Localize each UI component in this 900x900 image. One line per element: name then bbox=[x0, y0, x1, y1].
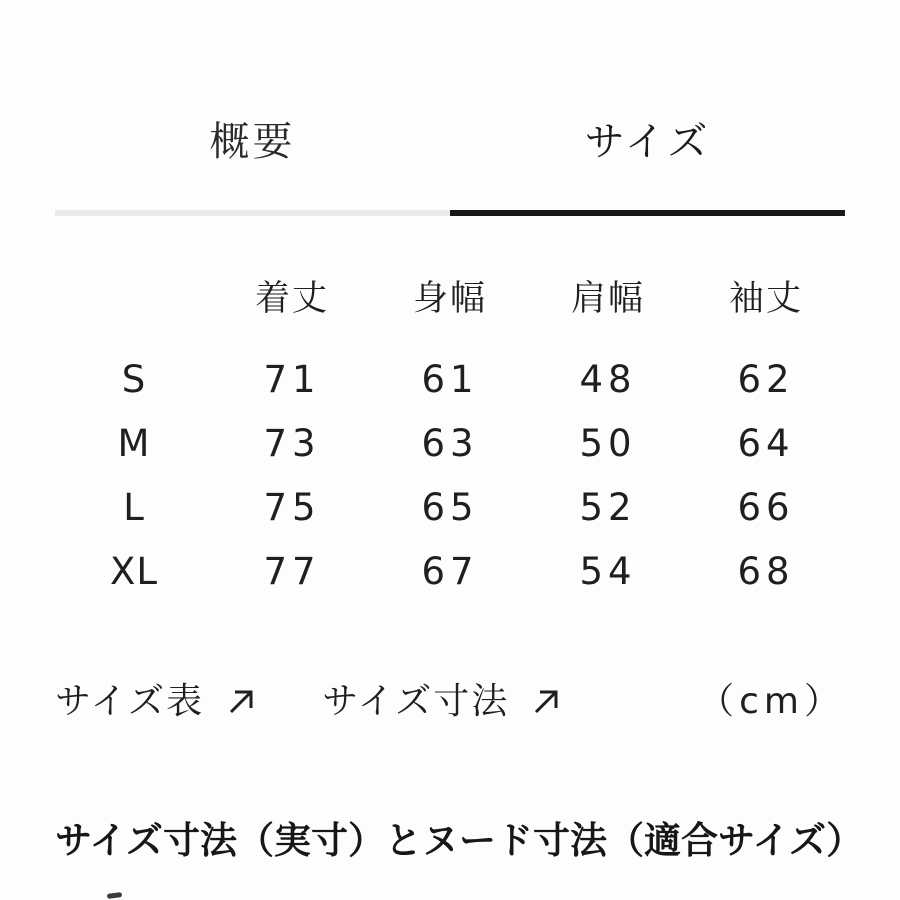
size-cell: 54 bbox=[579, 550, 637, 593]
size-table-header-body-length: 着丈 bbox=[254, 279, 329, 319]
size-cell: 66 bbox=[737, 486, 795, 529]
size-cell: 61 bbox=[421, 358, 479, 401]
size-measurement-link-label: サイズ寸法 bbox=[322, 681, 510, 722]
section-heading: サイズ寸法（実寸）とヌード寸法（適合サイズ） bbox=[55, 819, 864, 862]
size-chart-link[interactable] bbox=[55, 680, 258, 724]
size-table-corner bbox=[55, 216, 213, 348]
arrow-up-right-icon bbox=[529, 685, 563, 719]
size-cell: 73 bbox=[263, 422, 321, 465]
size-cell: 64 bbox=[737, 422, 795, 465]
size-table-header-shoulder-width: 肩幅 bbox=[570, 279, 645, 319]
tab-overview[interactable] bbox=[55, 120, 450, 216]
size-cell: 68 bbox=[737, 550, 795, 593]
size-row-label: L bbox=[123, 486, 145, 529]
size-cell: 67 bbox=[421, 550, 479, 593]
size-cell: 50 bbox=[579, 422, 637, 465]
tab-size[interactable] bbox=[450, 120, 845, 216]
size-cell: 77 bbox=[263, 550, 321, 593]
size-table-header-body-width: 身幅 bbox=[412, 279, 487, 319]
size-measurement-link[interactable] bbox=[322, 680, 563, 724]
size-cell: 63 bbox=[421, 422, 479, 465]
size-cell: 62 bbox=[737, 358, 795, 401]
size-row-label: XL bbox=[110, 550, 158, 593]
tab-overview-label: 概要 bbox=[209, 119, 296, 165]
size-links-row bbox=[55, 680, 845, 724]
arrow-up-right-icon bbox=[224, 685, 258, 719]
size-row-label: S bbox=[121, 358, 147, 401]
size-cell: 48 bbox=[579, 358, 637, 401]
size-cell: 75 bbox=[263, 486, 321, 529]
size-cell: 65 bbox=[421, 486, 479, 529]
cutoff-next-line-fragment bbox=[107, 892, 122, 899]
tab-size-label: サイズ bbox=[584, 119, 711, 165]
size-chart-link-label: サイズ表 bbox=[55, 681, 205, 722]
size-table-header-sleeve-length: 袖丈 bbox=[728, 279, 803, 319]
size-row-label: M bbox=[117, 422, 151, 465]
tab-bar bbox=[55, 120, 845, 216]
size-cell: 52 bbox=[579, 486, 637, 529]
size-table bbox=[55, 216, 845, 604]
unit-label: （cm） bbox=[698, 681, 845, 722]
size-cell: 71 bbox=[263, 358, 321, 401]
